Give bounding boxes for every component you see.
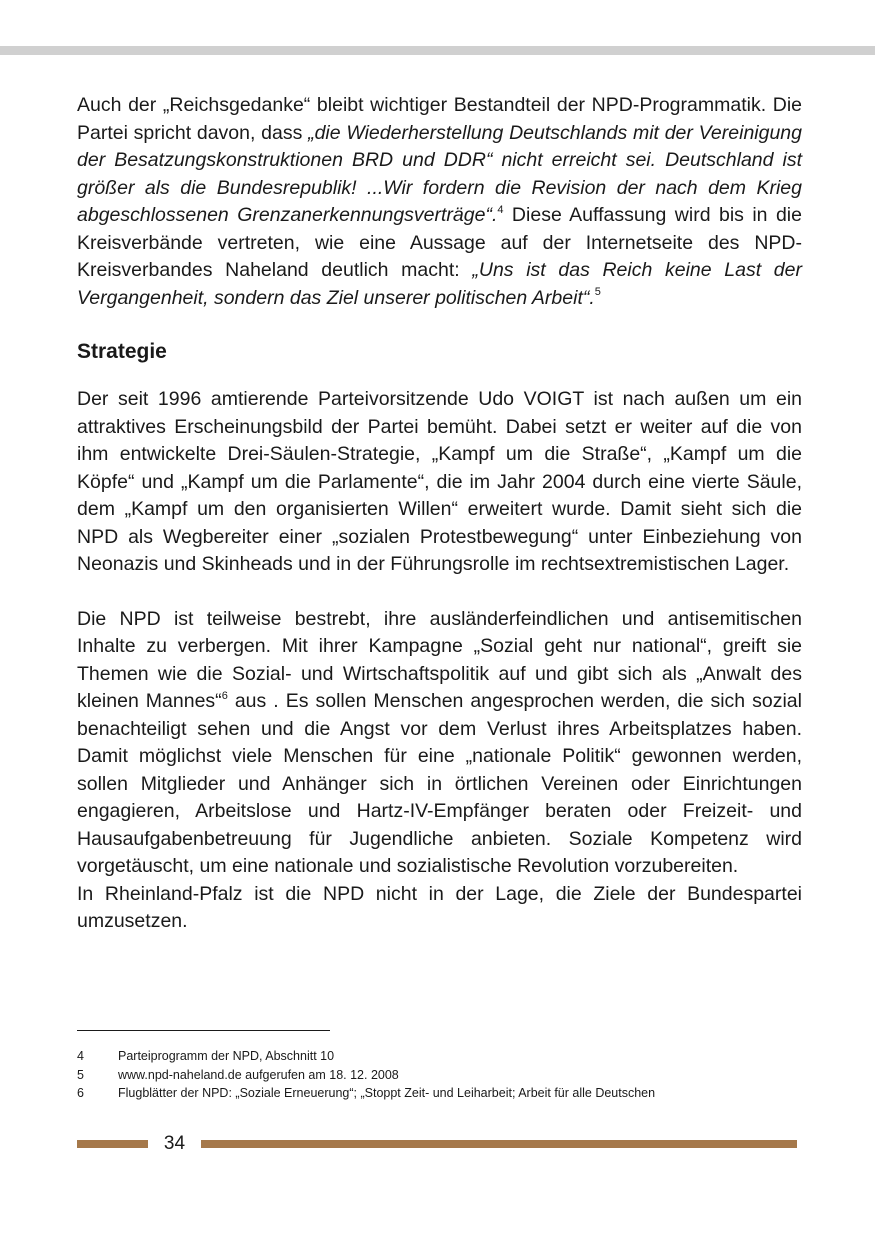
paragraph-text: aus . Es sollen Menschen angesprochen werden, die sich sozial benachteiligt sehen und die Angst vor dem Verlust ihres Arbeitsplatzes haben. Damit möglichst viele Menschen für eine „nationale Politik“ gewonnen werden, sollen Mitglieder und Anhänger sich in örtlichen Vereinen oder Einrichtungen engagieren, Arbeitslose und Hartz-IV-Empfänger beraten oder Freizeit- und Hausaufgabenbetreuung für Jugendliche anbieten. Soziale Kompetenz wird vorgetäuscht, um eine nationale und sozialistische Revolution vorzubereiten. [77, 690, 802, 877]
footnote-separator [77, 1030, 330, 1031]
footnote-item [77, 1047, 797, 1066]
quote-npd-program: „die Wiederherstellung Deutschlands mit der Vereinigung der Besatzungskonstruktionen BRD und DDR“ nicht erreicht sei. Deutschland ist größer als die Bundesrepublik! ...Wir fordern die Revision der nach dem Krieg abgeschlossenen Grenzanerkennungsverträge“. [77, 121, 802, 226]
paragraph-text: Diese Auffassung wird bis in die Kreisverbände vertreten, wie eine Aussage auf der Internetseite des NPD-Kreisverbandes Naheland deutlich macht: [77, 204, 802, 281]
section-heading: Strategie [77, 340, 167, 363]
footnote-ref-5: 5 [594, 286, 601, 298]
footnotes [77, 1047, 797, 1103]
paragraph-text: Auch der „Reichsgedanke“ bleibt wichtiger Bestandteil der NPD-Programmatik. Die Partei spricht davon, dass [77, 94, 802, 144]
page-number: 34 [163, 1133, 186, 1154]
footnote-item [77, 1066, 797, 1085]
paragraph-reichsgedanke [77, 92, 802, 312]
quote-kreisverband: „Uns ist das Reich keine Last der Vergangenheit, sondern das Ziel unserer politischen Arbeit“. [77, 259, 802, 309]
footnote-ref-4: 4 [497, 203, 504, 216]
document-body [77, 92, 802, 936]
footnote-text: Parteiprogramm der NPD, Abschnitt 10 [118, 1049, 335, 1063]
footnote-number: 4 [77, 1049, 84, 1063]
paragraph-kampagne [77, 606, 802, 936]
paragraph-strategie: Der seit 1996 amtierende Parteivorsitzende Udo VOIGT ist nach außen um ein attraktives Erscheinungsbild der Partei bemüht. Dabei setzt er weiter auf die von ihm entwickelte Drei-Säulen-Strategie, „Kampf um die Straße“, „Kampf um die Köpfe“ und „Kampf um die Parlamente“, die im Jahr 2004 durch eine vierte Säule, dem „Kampf um den organisierten Willen“ erweitert wurde. Damit sieht sich die NPD als Wegbereiter einer „sozialen Protestbewegung“ unter Einbeziehung von Neonazis und Skinheads und in der Führungsrolle im rechtsextremistischen Lager. [77, 388, 802, 575]
top-divider-bar [0, 46, 875, 55]
footnote-ref-6: 6 [221, 689, 228, 702]
footnote-number: 5 [77, 1067, 84, 1082]
footer-bar-right [201, 1140, 797, 1148]
footnote-text: www.npd-naheland.de aufgerufen am 18. 12. 2008 [118, 1067, 399, 1082]
footer-bar-left [77, 1140, 148, 1148]
footnote-text: Flugblätter der NPD: „Soziale Erneuerung“; „Stoppt Zeit- und Leiharbeit; Arbeit für alle Deutschen [118, 1086, 656, 1100]
footnote-item [77, 1084, 797, 1103]
paragraph-text: In Rheinland-Pfalz ist die NPD nicht in der Lage, die Ziele der Bundespartei umzusetzen. [77, 882, 802, 932]
paragraph-text: Die NPD ist teilweise bestrebt, ihre ausländerfeindlichen und antisemitischen Inhalte zu verbergen. Mit ihrer Kampagne „Sozial geht nur national“, greift sie Themen wie die Sozial- und Wirtschaftspolitik auf und gibt sich als „Anwalt des kleinen Mannes“ [77, 607, 802, 712]
footnote-number: 6 [77, 1086, 84, 1100]
